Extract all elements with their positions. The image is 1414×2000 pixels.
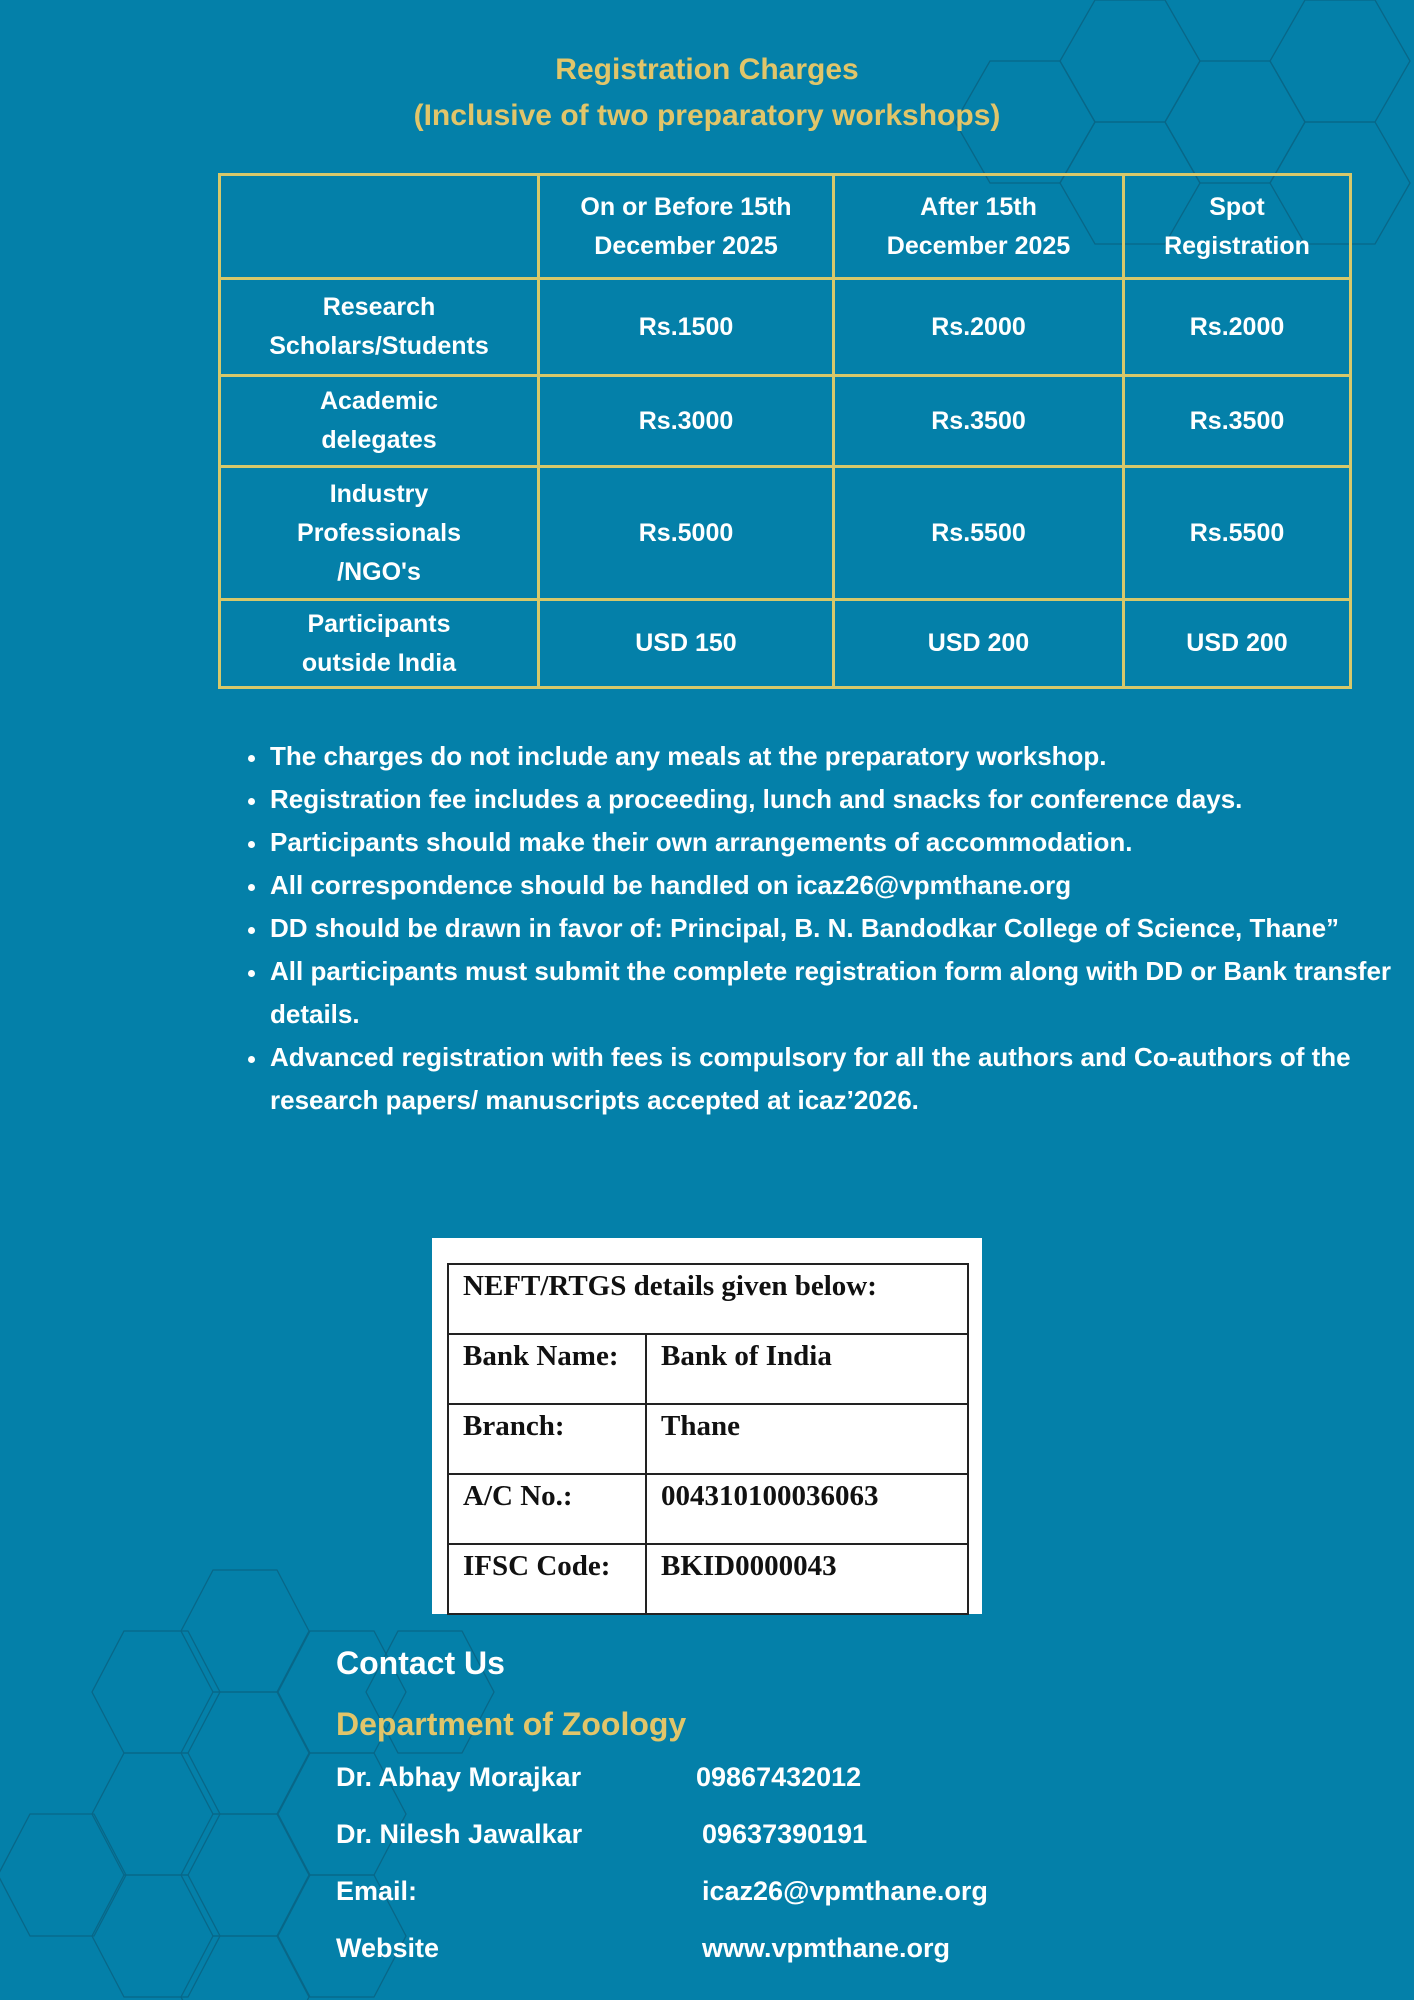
fee-cell: Rs.3000 [539, 376, 834, 467]
bank-value: BKID0000043 [646, 1544, 968, 1614]
fee-cell: USD 200 [834, 600, 1124, 688]
list-item: • Registration fee includes a proceeding, lunch and snacks for conference days. [268, 778, 1398, 821]
table-row [448, 1404, 968, 1474]
fee-cell: Rs.2000 [1124, 279, 1351, 376]
contact-name: Dr. Abhay Morajkar [336, 1762, 582, 1792]
list-item: • The charges do not include any meals at the preparatory workshop. [268, 735, 1398, 778]
list-item: • All correspondence should be handled on icaz26@vpmthane.org [268, 864, 1398, 907]
header-blank-cell [220, 175, 539, 279]
fee-cell: USD 150 [539, 600, 834, 688]
table-row [448, 1334, 968, 1404]
contact-name: Dr. Nilesh Jawalkar [336, 1819, 583, 1849]
bank-label: Branch: [448, 1404, 646, 1474]
table-row [220, 600, 1351, 688]
header-spot-registration: Spot Registration [1124, 175, 1351, 279]
fee-cell: Rs.2000 [834, 279, 1124, 376]
fee-cell: USD 200 [1124, 600, 1351, 688]
contact-heading: Contact Us [336, 1645, 505, 1681]
website-label: Website [336, 1933, 440, 1963]
bank-heading-row [448, 1264, 968, 1334]
registration-notes-list [240, 735, 1398, 1122]
fee-cell: Rs.3500 [1124, 376, 1351, 467]
department-name: Department of Zoology [336, 1706, 687, 1742]
website-link[interactable]: www.vpmthane.org [702, 1933, 951, 1963]
category-cell: Academic delegates [220, 376, 539, 467]
bank-heading: NEFT/RTGS details given below: [448, 1264, 968, 1334]
bank-label: A/C No.: [448, 1474, 646, 1544]
bank-value: Bank of India [646, 1334, 968, 1404]
email-label: Email: [336, 1876, 418, 1906]
list-item: • DD should be drawn in favor of: Principal, B. N. Bandodkar College of Science, Thane” [268, 907, 1398, 950]
table-row [448, 1544, 968, 1614]
table-header-row [220, 175, 1351, 279]
fee-cell: Rs.1500 [539, 279, 834, 376]
contact-phone: 09867432012 [696, 1762, 862, 1792]
email-link[interactable]: icaz26@vpmthane.org [702, 1876, 988, 1906]
page-title: Registration Charges [555, 53, 859, 86]
table-row [220, 467, 1351, 600]
bank-label: Bank Name: [448, 1334, 646, 1404]
bank-label: IFSC Code: [448, 1544, 646, 1614]
bank-details-panel [432, 1238, 982, 1614]
fee-cell: Rs.5500 [834, 467, 1124, 600]
header-after-deadline: After 15th December 2025 [834, 175, 1124, 279]
page-subtitle: (Inclusive of two preparatory workshops) [413, 99, 1001, 132]
fee-cell: Rs.3500 [834, 376, 1124, 467]
header-early-bird: On or Before 15th December 2025 [539, 175, 834, 279]
list-item: • All participants must submit the complete registration form along with DD or Bank transfer details. [268, 950, 1398, 1036]
bank-value: Thane [646, 1404, 968, 1474]
table-row [448, 1474, 968, 1544]
table-row [220, 279, 1351, 376]
category-cell: Research Scholars/Students [220, 279, 539, 376]
table-row [220, 376, 1351, 467]
list-item: • Participants should make their own arrangements of accommodation. [268, 821, 1398, 864]
contact-phone: 09637390191 [702, 1819, 868, 1849]
category-cell: Industry Professionals /NGO's [220, 467, 539, 600]
registration-fees-table [218, 173, 1352, 689]
list-item: • Advanced registration with fees is compulsory for all the authors and Co-authors of the research papers/ manuscripts accepted at icaz’2026. [268, 1036, 1398, 1122]
category-cell: Participants outside India [220, 600, 539, 688]
fee-cell: Rs.5500 [1124, 467, 1351, 600]
bank-value: 004310100036063 [646, 1474, 968, 1544]
bank-details-table [447, 1263, 969, 1615]
fee-cell: Rs.5000 [539, 467, 834, 600]
